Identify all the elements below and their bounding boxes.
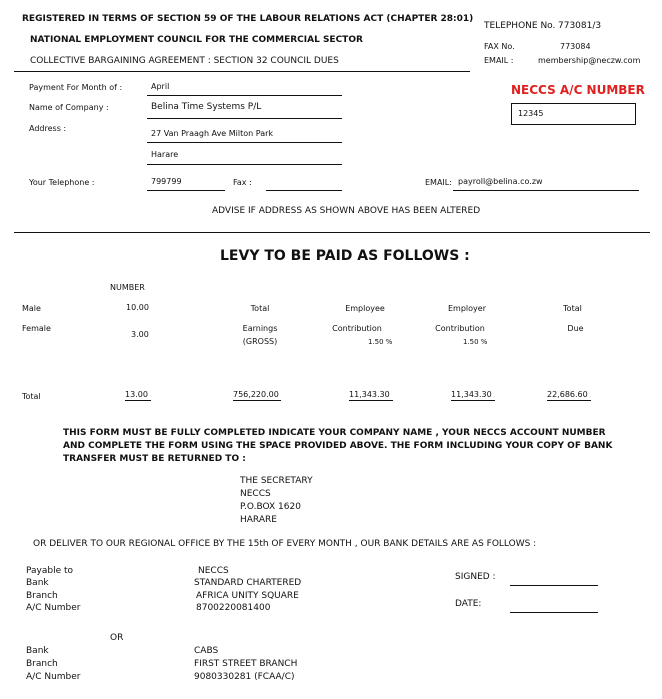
email-label: EMAIL: (425, 178, 452, 187)
female-count: 3.00 (131, 330, 149, 339)
address-line1-underline (147, 142, 342, 143)
company-name-field[interactable]: Belina Time Systems P/L (151, 102, 262, 112)
total-employer-value: 11,343.30 (451, 390, 495, 401)
email-underline (453, 190, 639, 191)
instructions-line2: AND COMPLETE THE FORM USING THE SPACE PROVIDED ABOVE. THE FORM INCLUDING YOUR COPY OF BANK (63, 441, 613, 451)
your-telephone-field[interactable]: 799799 (151, 177, 182, 186)
total-due-header-1: Total (563, 304, 582, 313)
bank1-bank-label: Bank (26, 578, 49, 588)
header-email-label: EMAIL : (484, 56, 514, 65)
employer-header-2: Contribution (435, 324, 485, 333)
employer-header-1: Employer (448, 304, 486, 313)
employee-header-2: Contribution (332, 324, 382, 333)
male-count: 10.00 (126, 303, 149, 312)
return-address-line1: THE SECRETARY (240, 476, 313, 486)
fax-label: Fax : (233, 178, 252, 187)
header-email-value: membership@neczw.com (538, 56, 641, 65)
bank2-branch-label: Branch (26, 659, 58, 669)
employer-rate: 1.50 % (463, 338, 488, 346)
advise-address-note: ADVISE IF ADDRESS AS SHOWN ABOVE HAS BEEN ALTERED (212, 206, 481, 216)
address-label: Address : (29, 124, 67, 133)
header-telephone-label: TELEPHONE No. (484, 21, 556, 31)
instructions-line1: THIS FORM MUST BE FULLY COMPLETED INDICATE YOUR COMPANY NAME , YOUR NECCS ACCOUNT NUMBER (63, 428, 606, 438)
neccs-account-box[interactable] (511, 103, 636, 125)
bank1-payable-label: Payable to (26, 566, 74, 576)
male-label: Male (22, 304, 41, 313)
return-address-line3: P.O.BOX 1620 (240, 502, 301, 512)
total-earnings-header-3: (GROSS) (242, 337, 278, 346)
bank2-bank-value: CABS (194, 646, 219, 656)
address-line1-field[interactable]: 27 Van Praagh Ave Milton Park (151, 129, 274, 138)
bank1-account-label: A/C Number (26, 603, 81, 613)
total-due-header-2: Due (567, 324, 584, 333)
bank1-account-value: 8700220081400 (196, 603, 271, 613)
bank1-bank-value: STANDARD CHARTERED (194, 578, 302, 588)
signed-label: SIGNED : (455, 572, 496, 582)
total-due-value: 22,686.60 (547, 390, 591, 401)
address-line2-field[interactable]: Harare (151, 150, 179, 159)
neccs-account-label: NECCS A/C NUMBER (511, 83, 645, 97)
employee-rate: 1.50 % (368, 338, 393, 346)
header-agreement: COLLECTIVE BARGAINING AGREEMENT : SECTION 32 COUNCIL DUES (30, 56, 339, 66)
return-address-line2: NECCS (240, 489, 271, 499)
bank1-payable-value: NECCS (198, 566, 229, 576)
bank2-bank-label: Bank (26, 646, 49, 656)
address-line2-underline (147, 164, 342, 165)
total-earnings-header-1: Total (250, 304, 270, 313)
number-header: NUMBER (110, 283, 145, 292)
total-label: Total (22, 392, 41, 401)
return-address-line4: HARARE (240, 515, 277, 525)
total-employee-value: 11,343.30 (349, 390, 393, 401)
bank2-branch-value: FIRST STREET BRANCH (194, 659, 298, 669)
date-line[interactable] (510, 612, 598, 613)
or-label: OR (110, 633, 124, 643)
total-earnings-header-2: Earnings (242, 324, 278, 333)
your-telephone-underline (147, 190, 225, 191)
signed-line[interactable] (510, 585, 598, 586)
header-fax-label: FAX No. (484, 42, 515, 51)
fax-underline (266, 190, 342, 191)
header-divider (14, 71, 470, 72)
company-name-underline (147, 118, 342, 119)
bank2-account-label: A/C Number (26, 672, 81, 682)
date-label: DATE: (455, 599, 482, 609)
header-fax-value: 773084 (560, 42, 591, 51)
header-council-name: NATIONAL EMPLOYMENT COUNCIL FOR THE COMMERCIAL SECTOR (30, 35, 363, 45)
employee-header-1: Employee (345, 304, 385, 313)
instructions-line3: TRANSFER MUST BE RETURNED TO : (63, 454, 246, 464)
header-telephone-value: 773081/3 (558, 21, 602, 31)
neccs-account-value: 12345 (518, 109, 544, 118)
bank1-branch-value: AFRICA UNITY SQUARE (196, 591, 299, 601)
levy-title: LEVY TO BE PAID AS FOLLOWS : (220, 248, 470, 264)
header-registration: REGISTERED IN TERMS OF SECTION 59 OF THE LABOUR RELATIONS ACT (CHAPTER 28:01) (22, 14, 474, 24)
section-divider (14, 232, 650, 233)
female-label: Female (22, 324, 51, 333)
total-number: 13.00 (125, 390, 151, 401)
payment-month-field[interactable]: April (151, 82, 170, 91)
total-earnings-value: 756,220.00 (233, 390, 281, 401)
payment-month-label: Payment For Month of : (29, 83, 123, 92)
deliver-note: OR DELIVER TO OUR REGIONAL OFFICE BY THE 15th OF EVERY MONTH , OUR BANK DETAILS ARE AS FOLLOWS : (33, 539, 537, 549)
company-name-label: Name of Company : (29, 103, 109, 112)
bank1-branch-label: Branch (26, 591, 58, 601)
email-field[interactable]: payroll@belina.co.zw (458, 177, 543, 186)
payment-month-underline (147, 95, 342, 96)
your-telephone-label: Your Telephone : (29, 178, 95, 187)
bank2-account-value: 9080330281 (FCAA/C) (194, 672, 295, 682)
